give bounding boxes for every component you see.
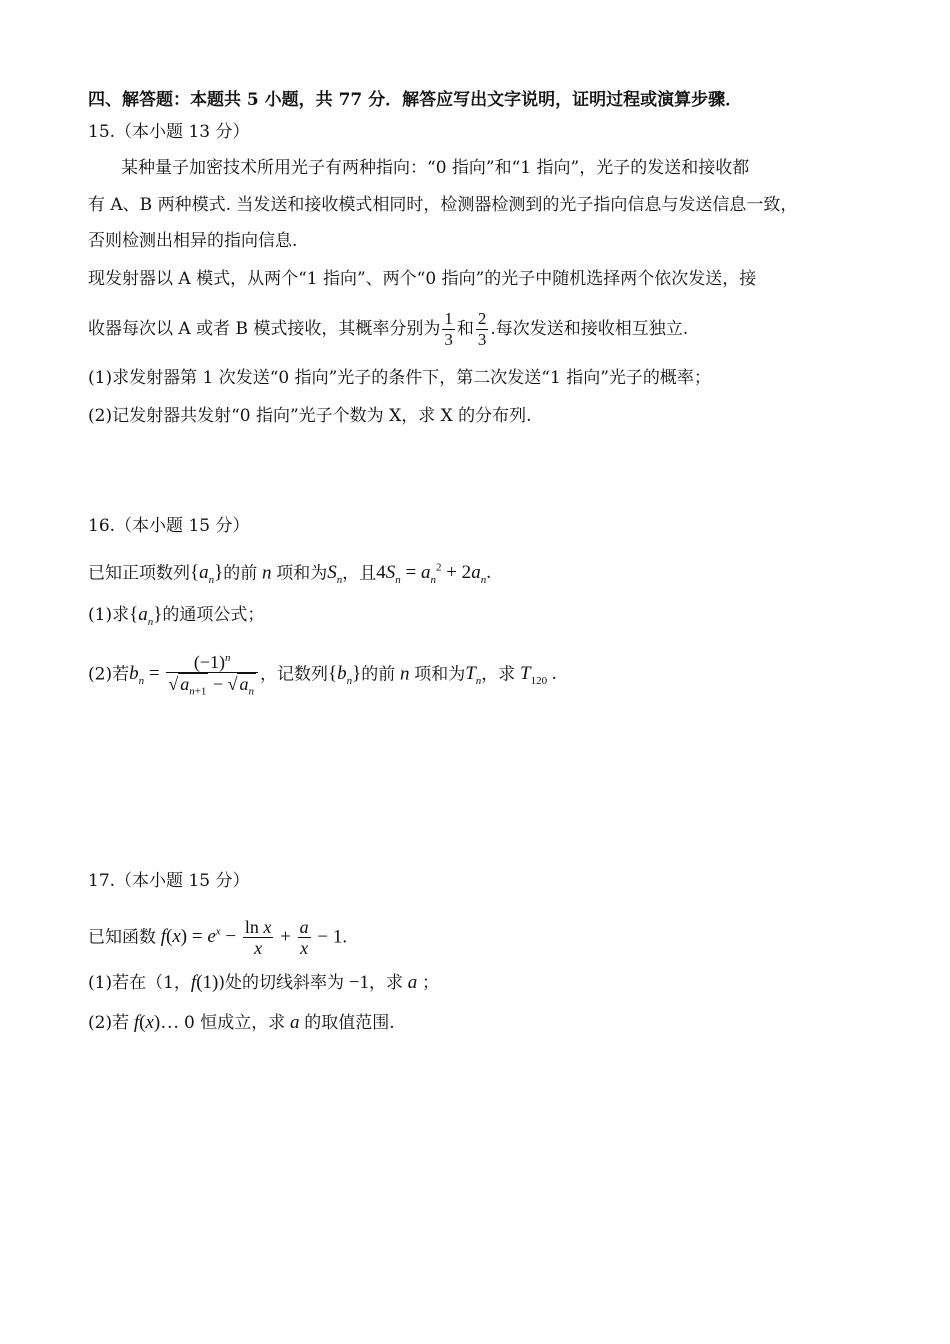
q16-sub-1: (1)求$\{a_n\}$的通项公式； — [88, 604, 265, 628]
fraction-lnx-over-x: $\frac{\text{ln x}}{x}$ — [244, 917, 272, 959]
fraction-a-over-x: $\frac{a}{x}$ — [299, 917, 309, 959]
q15-title: 15.（本小题 13 分） — [88, 122, 250, 142]
q15-para-1: 某种量子加密技术所用光子有两种指向：“0 指向”和“1 指向”，光子的发送和接收都 — [121, 158, 750, 178]
q16-title: 16.（本小题 15 分） — [88, 516, 250, 536]
q17-sub-1: (1)若在（1，f(1))处的切线斜率为 −1，求 a ； — [88, 972, 439, 993]
q16-sub-2: (2)若$b_n$ = $\frac{(-1)^n}{√ a_{n+1} - √ a_n}$ ，记数列$\{b_n\}$的前 n 项和为$T_n$，求 $T_{120}$ . — [88, 648, 557, 707]
q17-title: 17.（本小题 15 分） — [88, 871, 250, 891]
section-header: 四、解答题：本题共 5 小题，共 77 分．解答应写出文字说明，证明过程或演算步骤． — [88, 90, 743, 110]
fraction-one-third: $\frac{1}{3}$ — [444, 309, 453, 349]
q15-sub-2: (2)记发射器共发射“0 指向”光子个数为 X，求 X 的分布列. — [88, 406, 532, 426]
q15-para-5-and: 和 — [456, 319, 474, 339]
q15-sub-1: (1)求发射器第 1 次发送“0 指向”光子的条件下，第二次发送“1 指向”光子的概率； — [88, 368, 711, 388]
q15-para-2: 有 A、B 两种模式. 当发送和接收模式相同时，检测器检测到的光子指向信息与发送信息一致， — [88, 195, 798, 215]
q16-stem: 已知正项数列$\{a_n\}$的前 n 项和为$S_n$，且$4S_n = a_n^2 + 2a_n$. — [88, 562, 491, 587]
q15-para-5 — [88, 307, 688, 351]
fraction-bn: $\frac{(-1)^n}{√ a_{n+1} - √ a_n}$ — [166, 648, 258, 702]
q15-para-4: 现发射器以 A 模式，从两个“1 指向”、两个“0 指向”的光子中随机选择两个依次发送，接 — [88, 269, 757, 289]
q17-sub-2: (2)若 f(x)… 0 恒成立，求 a 的取值范围. — [88, 1012, 395, 1033]
fraction-two-thirds: $\frac{2}{3}$ — [477, 309, 487, 349]
q15-para-5-text: 收器每次以 A 或者 B 模式接收，其概率分别为 — [88, 319, 441, 339]
q17-stem: 已知函数 $f(x) = e^x$ − $\frac{\text{ln x}}{x}$ + $\frac{a}{x}$ − 1. — [88, 917, 348, 959]
q15-para-5-end: .每次发送和接收相互独立. — [490, 319, 689, 339]
q15-para-3: 否则检测出相异的指向信息. — [88, 231, 298, 251]
